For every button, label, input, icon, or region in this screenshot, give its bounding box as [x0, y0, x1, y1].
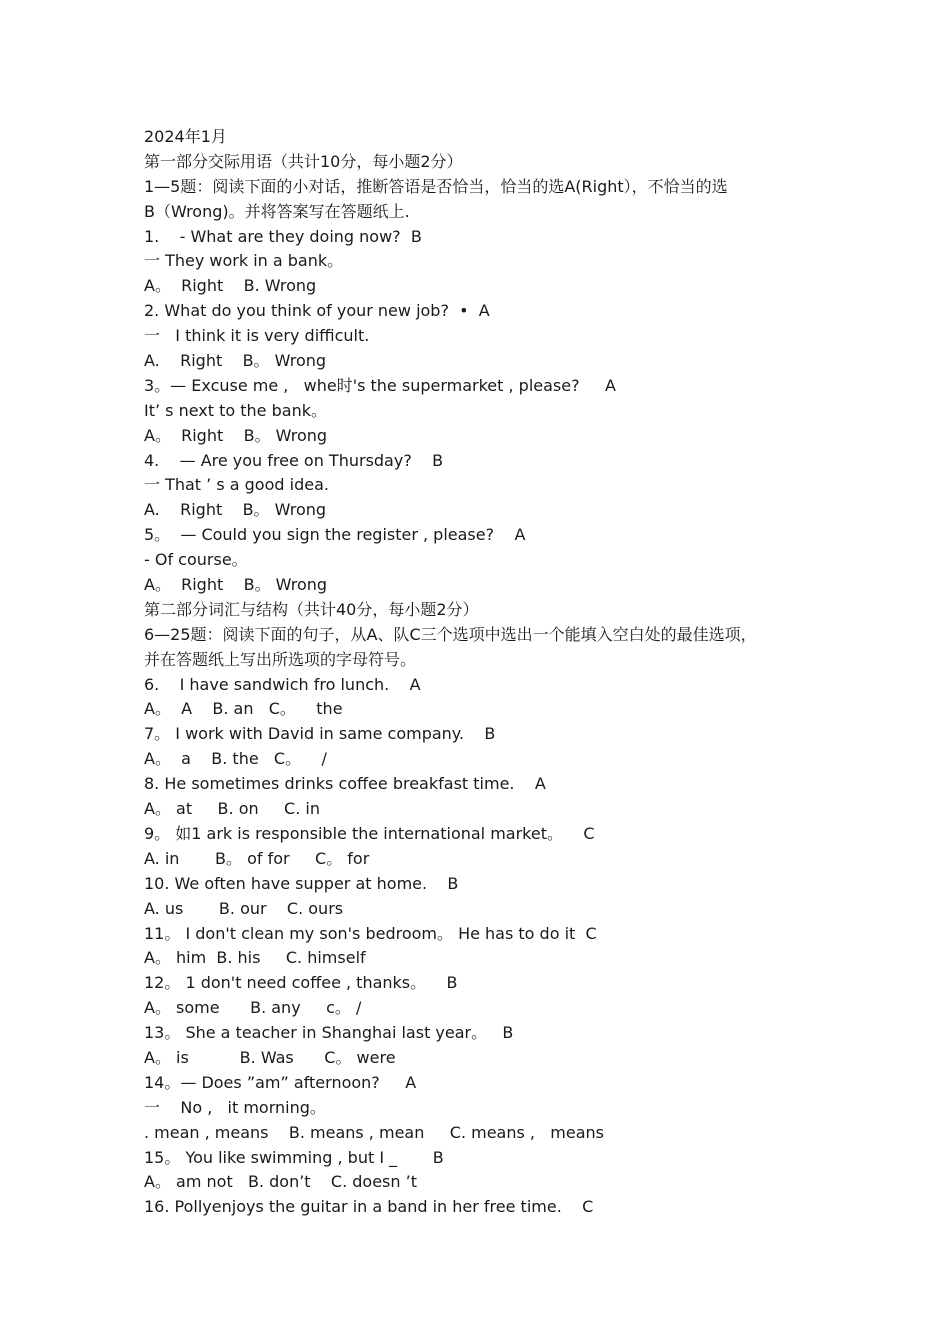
question-2-response: 一 I think it is very difficult. — [144, 326, 370, 346]
question-14-options: . mean , means B. means , mean C. means , means — [144, 1122, 604, 1142]
question-11-options: A。 him B. his C. himself — [144, 948, 366, 968]
question-11: 11。 I don't clean my son's bedroom。 He has to do it C — [144, 923, 597, 943]
question-12: 12。 1 don't need coffee , thanks。 B — [144, 973, 458, 993]
section-2-heading: 第二部分词汇与结构（共计40分，每小题2分） — [144, 599, 479, 619]
question-3: 3。— Excuse me , whe时's the supermarket , please? A — [144, 375, 616, 395]
question-9-options: A. in B。 of for C。 for — [144, 848, 370, 868]
question-7-options: A。 a B. the C。 / — [144, 749, 327, 769]
question-4: 4. — Are you free on Thursday? B — [144, 450, 444, 470]
date-line: 2024年1月 — [144, 127, 227, 146]
question-10: 10. We often have supper at home. B — [144, 873, 459, 893]
question-1-options: A。 Right B. Wrong — [144, 276, 317, 296]
question-15: 15。 You like swimming , but I _ B — [144, 1147, 444, 1167]
question-2: 2. What do you think of your new job? • A — [144, 301, 490, 321]
question-5-options: A。 Right B。 Wrong — [144, 575, 328, 595]
question-8: 8. He sometimes drinks coffee breakfast time. A — [144, 774, 546, 794]
question-10-options: A. us B. our C. ours — [144, 898, 344, 918]
section-2-instructions-cont: 并在答题纸上写出所选项的字母符号。 — [144, 649, 417, 669]
section-1-instructions: 1—5题：阅读下面的小对话，推断答语是否恰当，恰当的选A(Right），不恰当的选 — [144, 176, 728, 196]
question-3-response: It’ s next to the bank。 — [144, 400, 327, 420]
question-15-options: A。 am not B. don’t C. doesn ’t — [144, 1172, 417, 1192]
question-3-options: A。 Right B。 Wrong — [144, 425, 328, 445]
question-12-options: A。 some B. any c。 / — [144, 998, 362, 1018]
question-4-options: A. Right B。 Wrong — [144, 500, 327, 520]
question-2-options: A. Right B。 Wrong — [144, 351, 327, 371]
question-5: 5。 — Could you sign the register , please? A — [144, 525, 526, 545]
section-2-instructions: 6—25题：阅读下面的句子，从A、队C三个选项中选出一个能填入空白处的最佳选项， — [144, 624, 757, 644]
question-6-options: A。 A B. an C。 the — [144, 699, 343, 719]
question-6: 6. I have sandwich fro lunch. A — [144, 674, 421, 694]
question-13-options: A。 is B. Was C。 were — [144, 1047, 396, 1067]
question-5-response: - Of course。 — [144, 550, 248, 570]
question-8-options: A。 at B. on C. in — [144, 799, 320, 819]
question-4-response: 一 That ’ s a good idea. — [144, 475, 329, 495]
question-16: 16. Pollyenjoys the guitar in a band in her free time. C — [144, 1197, 594, 1217]
question-1-response: 一 They work in a bank。 — [144, 251, 344, 271]
question-1: 1. - What are they doing now? B — [144, 226, 422, 246]
question-7: 7。 I work with David in same company. B — [144, 724, 496, 744]
question-13: 13。 She a teacher in Shanghai last year。 B — [144, 1023, 514, 1043]
document-body — [144, 125, 824, 1220]
question-14-response: 一 No , it morning。 — [144, 1097, 326, 1117]
section-1-heading: 第一部分交际用语（共计10分，每小题2分） — [144, 151, 463, 171]
question-9: 9。 如1 ark is responsible the international market。 C — [144, 823, 595, 843]
question-14: 14。— Does ”am” afternoon? A — [144, 1072, 417, 1092]
section-1-instructions-cont: B（Wrong)。并将答案写在答题纸上. — [144, 201, 410, 221]
